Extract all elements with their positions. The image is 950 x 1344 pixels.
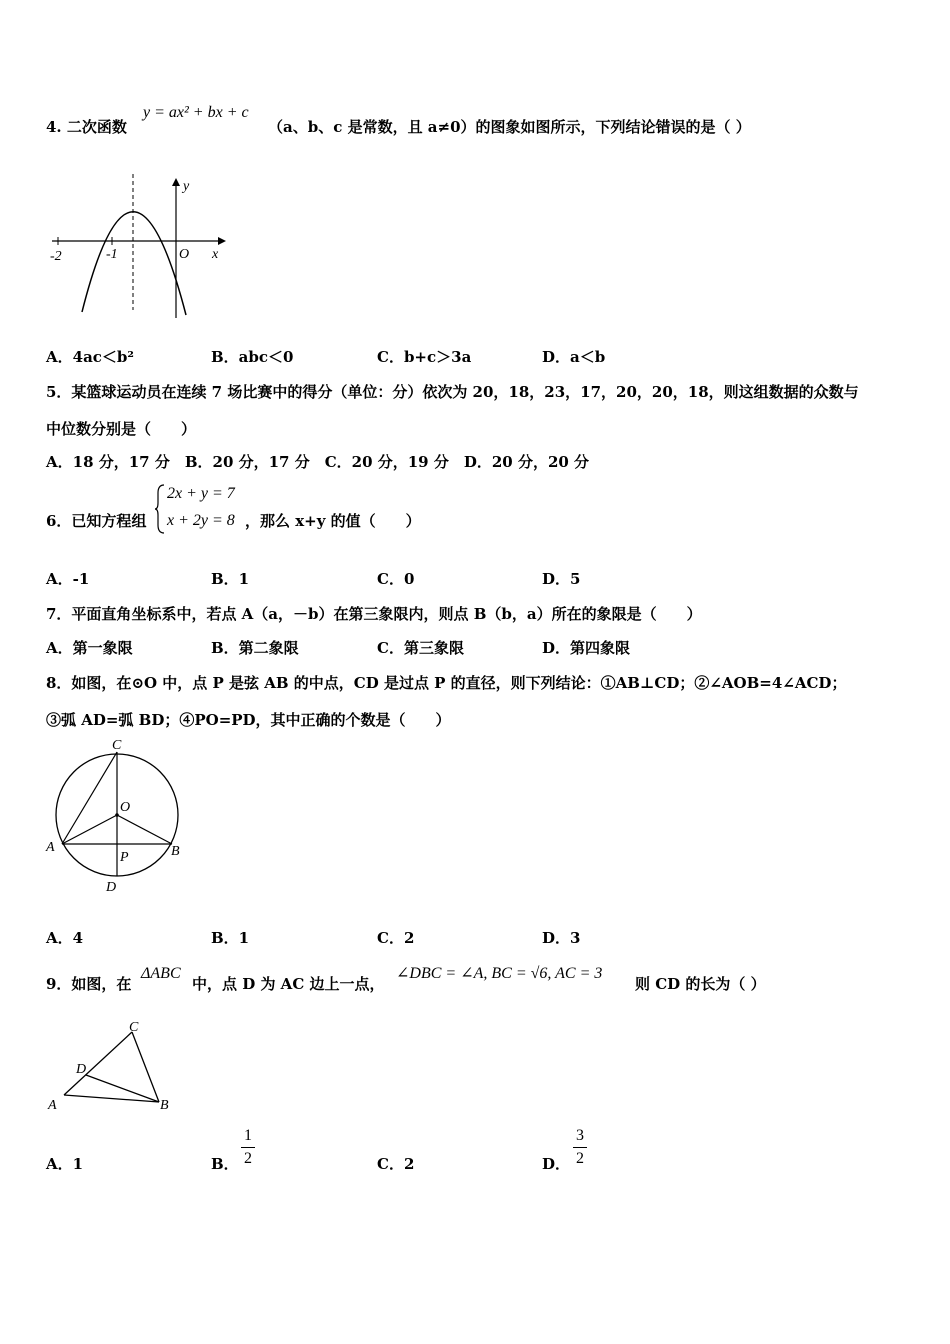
q4-parabola-figure bbox=[44, 170, 244, 320]
q9-triangle-figure bbox=[44, 1015, 184, 1115]
q7-option-d[interactable]: D．第四象限 bbox=[542, 639, 631, 657]
fraction-denominator: 2 bbox=[576, 1150, 584, 1167]
q4-option-a[interactable]: A．4ac＜b² bbox=[46, 348, 134, 366]
label-o: O bbox=[179, 247, 190, 262]
q8-circle-figure bbox=[40, 734, 200, 899]
q7-option-a[interactable]: A．第一象限 bbox=[46, 639, 133, 657]
q8-option-a[interactable]: A．4 bbox=[46, 929, 84, 947]
fraction-bar bbox=[573, 1147, 587, 1148]
x-axis-arrow bbox=[218, 237, 226, 245]
q9-tail: 则 CD 的长为（ ） bbox=[635, 975, 766, 993]
side-bc bbox=[132, 1032, 159, 1102]
q5-stem-line2: 中位数分别是（ ） bbox=[46, 420, 197, 438]
q6-tail: ，那么 x+y 的值（ ） bbox=[245, 512, 421, 530]
q7-stem: 7．平面直角坐标系中，若点 A（a，－b）在第三象限内，则点 B（b，a）所在的象限是（ ） bbox=[46, 605, 702, 623]
q8-stem-line2: ③弧 AD=弧 BD；④PO=PD，其中正确的个数是（ ） bbox=[46, 711, 451, 729]
q9-option-a[interactable]: A．1 bbox=[46, 1155, 84, 1173]
side-ac bbox=[64, 1032, 132, 1095]
fraction-numerator: 1 bbox=[244, 1127, 252, 1144]
q4-formula: y = ax² + bx + c bbox=[143, 104, 249, 121]
q6-brace bbox=[154, 483, 166, 535]
q9-option-c[interactable]: C．2 bbox=[377, 1155, 415, 1173]
segment-ac bbox=[62, 752, 117, 844]
label-d: D bbox=[106, 880, 117, 895]
label-c: C bbox=[129, 1020, 139, 1035]
segment-bo bbox=[117, 815, 172, 844]
q6-option-b[interactable]: B．1 bbox=[211, 570, 250, 588]
q5-stem-line1: 5．某篮球运动员在连续 7 场比赛中的得分（单位：分）依次为 20，18，23，17，20，20，18，则这组数据的众数与 bbox=[46, 383, 859, 401]
q5-options[interactable]: A．18 分，17 分 B．20 分，17 分 C．20 分，19 分 D．20 分，20 分 bbox=[46, 453, 590, 471]
label-d: D bbox=[76, 1062, 87, 1077]
q9-option-b-fraction bbox=[241, 1127, 255, 1168]
q8-option-c[interactable]: C．2 bbox=[377, 929, 415, 947]
label-a: A bbox=[46, 840, 55, 855]
q6-lead: 6．已知方程组 bbox=[46, 512, 147, 530]
q9-triangle-symbol: ΔABC bbox=[141, 965, 181, 982]
q4-option-b[interactable]: B．abc＜0 bbox=[211, 348, 294, 366]
q4-number: 4. bbox=[46, 118, 62, 136]
q6-option-d[interactable]: D．5 bbox=[542, 570, 581, 588]
label-minus-1: -1 bbox=[106, 247, 118, 262]
parabola-curve bbox=[82, 212, 186, 315]
label-y: y bbox=[183, 179, 190, 194]
label-minus-2: -2 bbox=[50, 249, 62, 264]
label-b: B bbox=[171, 844, 180, 859]
q6-option-a[interactable]: A．-1 bbox=[46, 570, 90, 588]
label-b: B bbox=[160, 1098, 169, 1113]
q8-option-b[interactable]: B．1 bbox=[211, 929, 250, 947]
fraction-numerator: 3 bbox=[576, 1127, 584, 1144]
q6-equation-2: x + 2y = 8 bbox=[167, 512, 235, 529]
q4-option-c[interactable]: C．b+c＞3a bbox=[377, 348, 472, 366]
q8-stem-line1: 8．如图，在⊙O 中，点 P 是弦 AB 的中点，CD 是过点 P 的直径，则下列结论：①AB⊥CD；②∠AOB=4∠ACD； bbox=[46, 674, 847, 692]
q9-condition: ∠DBC = ∠A, BC = √6, AC = 3 bbox=[396, 965, 603, 982]
q4-option-d[interactable]: D．a＜b bbox=[542, 348, 606, 366]
q9-option-d[interactable]: D． bbox=[542, 1155, 571, 1173]
fraction-bar bbox=[241, 1147, 255, 1148]
label-c: C bbox=[112, 738, 122, 753]
q7-option-b[interactable]: B．第二象限 bbox=[211, 639, 299, 657]
y-axis-arrow bbox=[172, 178, 180, 186]
fraction-denominator: 2 bbox=[244, 1150, 252, 1167]
q6-equation-1: 2x + y = 7 bbox=[167, 485, 235, 502]
q8-option-d[interactable]: D．3 bbox=[542, 929, 581, 947]
label-a: A bbox=[48, 1098, 57, 1113]
q9-mid: 中，点 D 为 AC 边上一点， bbox=[192, 975, 385, 993]
q4-lead: 二次函数 bbox=[66, 118, 127, 136]
q7-option-c[interactable]: C．第三象限 bbox=[377, 639, 464, 657]
q9-lead: 9．如图，在 bbox=[46, 975, 132, 993]
label-x: x bbox=[212, 247, 219, 262]
q6-option-c[interactable]: C．0 bbox=[377, 570, 415, 588]
center-point bbox=[115, 813, 119, 817]
q9-option-b[interactable]: B． bbox=[211, 1155, 239, 1173]
label-o: O bbox=[120, 800, 131, 815]
q9-option-d-fraction bbox=[573, 1127, 587, 1168]
q4-tail: （a、b、c 是常数，且 a≠0）的图象如图所示，下列结论错误的是（ ） bbox=[268, 118, 751, 136]
q4-stem bbox=[46, 116, 127, 137]
label-p: P bbox=[120, 850, 129, 865]
